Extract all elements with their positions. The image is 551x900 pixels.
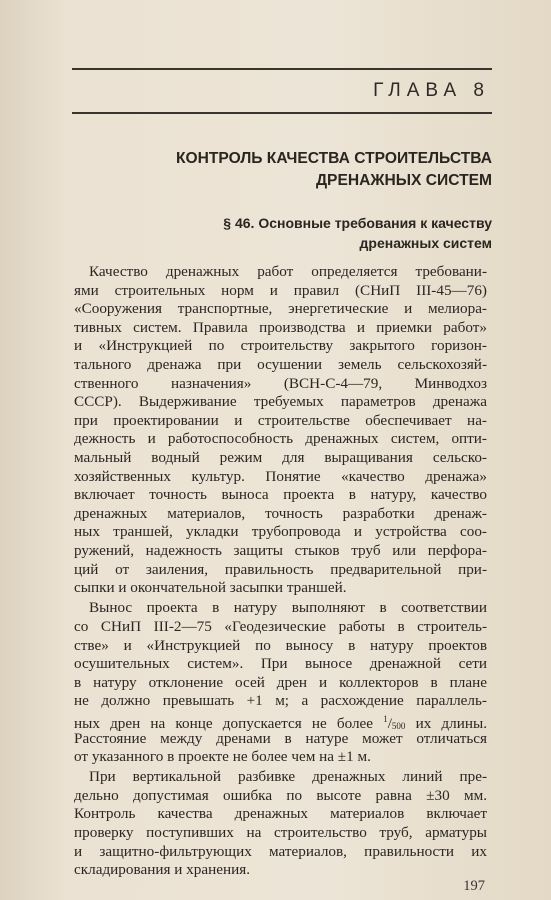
- text-line: тивных систем. Правила производства и приемки работ»: [74, 318, 487, 336]
- text-line: и защитно-фильтрующих материалов, правильности их: [74, 842, 487, 860]
- text-line: при проектировании и строительстве обеспечивает на-: [74, 411, 487, 429]
- text-line: тального дренажа при осушении земель сельскохозяй-: [74, 356, 487, 373]
- text-line: Вынос проекта в натуру выполняют в соответствии: [89, 599, 487, 617]
- chapter-title-line: ДРЕНАЖНЫХ СИСТЕМ: [315, 172, 492, 189]
- text-span: ных дрен на конце допускается не более: [74, 714, 384, 732]
- section-title-line: § 46. Основные требования к качеству: [223, 215, 492, 231]
- text-line: «Сооружения транспортные, энергетические и мелиора-: [74, 300, 487, 318]
- section-title: [72, 213, 492, 253]
- chapter-title-line: КОНТРОЛЬ КАЧЕСТВА СТРОИТЕЛЬСТВА: [175, 150, 492, 167]
- text-line: в натуру отклонение осей дрен и коллекторов в плане: [74, 673, 487, 691]
- text-line: При вертикальной разбивке дренажных линий пре-: [89, 768, 487, 786]
- text-line: хозяйственных культур. Понятие «качество дренажа»: [74, 467, 487, 485]
- fraction-slash: /: [387, 714, 392, 732]
- chapter-heading: ГЛАВА 8: [373, 80, 490, 101]
- text-span: их длины.: [405, 714, 487, 732]
- text-line: дельно допустимая ошибка по высоте равна ±30 мм.: [74, 786, 487, 804]
- page-number: 197: [463, 878, 485, 894]
- fraction-numerator: 1: [383, 713, 388, 724]
- chapter-title: [72, 148, 492, 192]
- text-line: Качество дренажных работ определяется требовани-: [89, 263, 487, 280]
- text-line: Контроль качества дренажных материалов включает: [74, 805, 487, 823]
- text-line: мальный водный режим для выращивания сельско-: [74, 449, 487, 466]
- text-line: дежность и работоспособность дренажных систем, опти-: [74, 430, 487, 448]
- text-line: ями строительных норм и правил (СНиП III-45—76): [74, 281, 487, 299]
- text-line: складирования и хранения.: [74, 861, 250, 879]
- text-line: от указанного в проекте не более чем на ±1 м.: [74, 748, 371, 766]
- text-line: проверку поступивших на строительство труб, арматуры: [74, 824, 487, 841]
- text-line: дренажных материалов, точность разработки дренаж-: [74, 504, 487, 522]
- text-line: ружений, надежность защиты стыков труб или перфора-: [74, 542, 487, 559]
- section-title-line: дренажных систем: [359, 235, 492, 251]
- text-line: со СНиП III-2—75 «Геодезические работы в строитель-: [74, 617, 487, 635]
- chapter-top-rule: [72, 68, 492, 70]
- text-line: сыпки и окончательной засыпки траншей.: [74, 579, 347, 597]
- text-line: включает точность выноса проекта в натуру, качество: [74, 486, 487, 504]
- text-line: ственного назначения» (ВСН-С-4—79, Минводхоз: [74, 374, 487, 392]
- fraction-denominator: 500: [391, 720, 406, 731]
- text-line: стве» и «Инструкцией по выносу в натуру проектов: [74, 636, 487, 654]
- text-line: не должно превышать +1 м; а расхождение параллель-: [74, 692, 487, 710]
- text-line: СССР). Выдерживание требуемых параметров дренажа: [74, 393, 487, 411]
- text-line: Расстояние между дренами в натуре может отличаться: [74, 729, 487, 747]
- text-line: ных траншей, укладки трубопровода и устройства соо-: [74, 523, 487, 541]
- text-line: ций от заиления, правильность предварительной при-: [74, 560, 487, 578]
- chapter-bottom-rule: [72, 112, 492, 114]
- text-line: осушительных систем». При выносе дренажной сети: [74, 655, 487, 673]
- text-line: и «Инструкцией по строительству закрытого горизон-: [74, 337, 487, 355]
